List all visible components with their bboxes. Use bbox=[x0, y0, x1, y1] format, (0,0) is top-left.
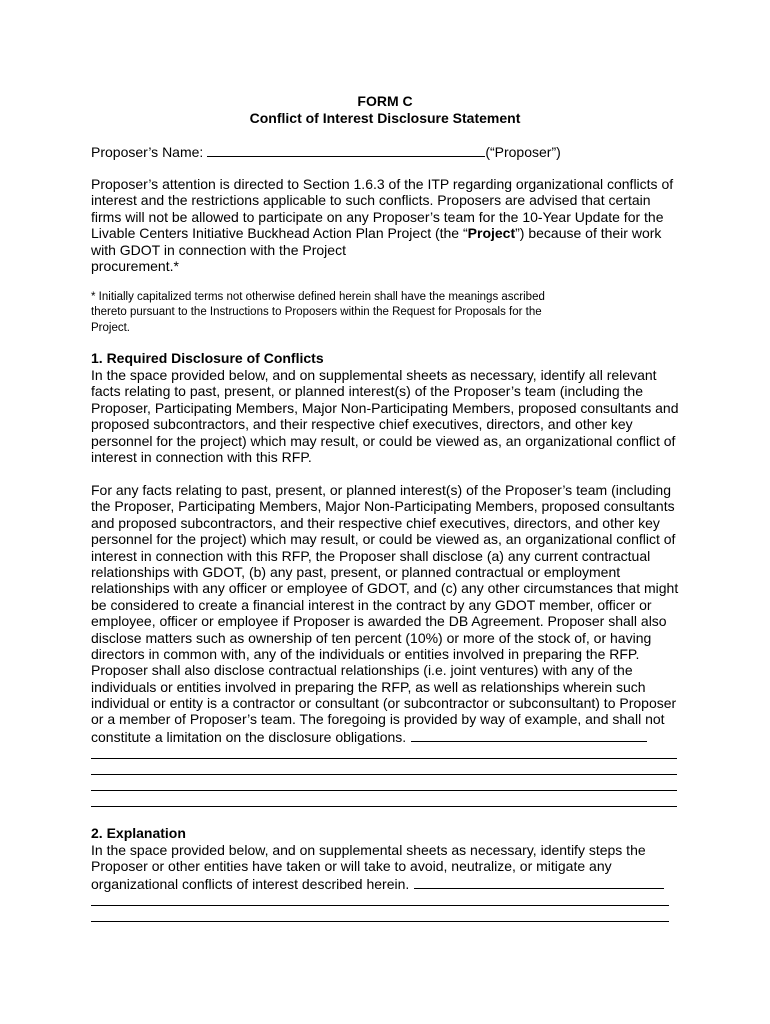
proposer-name-label: Proposer’s Name: bbox=[91, 144, 204, 160]
intro-line: with GDOT in connection with the Project bbox=[91, 241, 346, 258]
intro-line: Proposer’s attention is directed to Section 1.6.3 of the ITP regarding organizational conflicts of bbox=[91, 176, 674, 192]
paragraph-line: Proposer, Participating Members, Major Non-Participating Members, proposed consultants and bbox=[91, 399, 679, 416]
paragraph-line: be considered to create a financial interest in the contract by any GDOT member, officer or bbox=[91, 596, 652, 613]
footnote bbox=[91, 290, 545, 336]
paragraph-line bbox=[91, 875, 691, 891]
intro-line: firms will not be allowed to participate on any Proposer’s team for the 10-Year Update for the bbox=[91, 208, 664, 225]
intro-line: procurement.* bbox=[91, 257, 179, 274]
paragraph-line: and proposed subcontractors, and their respective chief executives, directors, and other key bbox=[91, 514, 660, 531]
paragraph-line: employee, officer or employee if Proposer is awarded the DB Agreement. Proposer shall also bbox=[91, 613, 667, 630]
intro-line-part: Livable Centers Initiative Buckhead Action Plan Project (the “ bbox=[91, 225, 468, 242]
explanation-answer-line[interactable] bbox=[91, 905, 669, 906]
disclosure-answer-line[interactable] bbox=[91, 774, 677, 775]
paragraph-line: personnel for the project) which may result, or could be viewed as, an organizational conflict of bbox=[91, 432, 676, 449]
disclosure-answer-line[interactable] bbox=[91, 758, 677, 759]
paragraph-line: relationships with any officer or employee of GDOT, and (c) any other circumstances that might bbox=[91, 580, 679, 597]
paragraph-line: interest in connection with this RFP, the Proposer shall disclose (a) any current contractual bbox=[91, 547, 651, 564]
proposer-name-field[interactable] bbox=[207, 143, 485, 157]
paragraph-line: directors in common with, any of the individuals or entities involved in preparing the RFP. bbox=[91, 645, 640, 662]
section2-paragraph bbox=[91, 842, 691, 891]
section1-paragraph1 bbox=[91, 367, 691, 465]
intro-paragraph bbox=[91, 176, 691, 274]
paragraph-line: In the space provided below, and on supplemental sheets as necessary, identify all relevant bbox=[91, 367, 657, 383]
intro-line: interest and the restrictions applicable to such conflicts. Proposers are advised that certain bbox=[91, 192, 651, 209]
paragraph-line: or a member of Proposer’s team. The foregoing is provided by way of example, and shall not bbox=[91, 711, 665, 728]
section1-paragraph2 bbox=[91, 482, 691, 744]
paragraph-line: interest in connection with this RFP. bbox=[91, 448, 312, 465]
disclosure-answer-line[interactable] bbox=[91, 790, 677, 791]
paragraph-line: personnel for the project) which may result, or could be viewed as, an organizational conflict of bbox=[91, 531, 676, 548]
paragraph-line bbox=[91, 728, 691, 744]
paragraph-line-text: constitute a limitation on the disclosure obligations. bbox=[91, 728, 407, 745]
form-subtitle: Conflict of Interest Disclosure Statement bbox=[249, 110, 521, 126]
paragraph-line: disclose matters such as ownership of ten percent (10%) or more of the stock of, or having bbox=[91, 629, 652, 646]
form-title: FORM C bbox=[357, 93, 413, 109]
paragraph-line: facts relating to past, present, or planned interest(s) of the Proposer’s team (including the bbox=[91, 383, 644, 400]
section1-heading: 1. Required Disclosure of Conflicts bbox=[91, 350, 324, 366]
paragraph-line: relationships with GDOT, (b) any past, present, or planned contractual or employment bbox=[91, 563, 621, 580]
disclosure-answer-line[interactable] bbox=[91, 806, 677, 807]
paragraph-line: individual or entity is a contractor or consultant (or subcontractor or subconsultant) to Proposer bbox=[91, 695, 677, 712]
intro-line bbox=[91, 225, 691, 241]
paragraph-line: Proposer shall also disclose contractual relationships (i.e. joint ventures) with any of the bbox=[91, 662, 633, 679]
explanation-input-line[interactable] bbox=[414, 875, 664, 889]
footnote-line: * Initially capitalized terms not otherwise defined herein shall have the meanings ascribed bbox=[91, 291, 545, 303]
project-term: Project bbox=[467, 225, 516, 242]
paragraph-line: Proposer or other entities have taken or will take to avoid, neutralize, or mitigate any bbox=[91, 858, 612, 875]
intro-line-part: ”) because of their work bbox=[515, 225, 662, 242]
proposer-name-row bbox=[91, 143, 561, 161]
paragraph-line: the Proposer, Participating Members, Major Non-Participating Members, proposed consultants bbox=[91, 498, 675, 515]
paragraph-line: proposed subcontractors, and their respective chief executives, directors, and other key bbox=[91, 416, 633, 433]
paragraph-line: In the space provided below, and on supplemental sheets as necessary, identify steps the bbox=[91, 842, 646, 858]
paragraph-line: individuals or entities involved in preparing the RFP, as well as relationships wherein such bbox=[91, 678, 646, 695]
footnote-line: Project. bbox=[91, 321, 130, 334]
proposer-suffix: (“Proposer”) bbox=[485, 144, 561, 160]
disclosure-input-line[interactable] bbox=[411, 728, 647, 742]
footnote-line: thereto pursuant to the Instructions to Proposers within the Request for Proposals for the bbox=[91, 306, 542, 319]
paragraph-line: For any facts relating to past, present, or planned interest(s) of the Proposer’s team (including bbox=[91, 482, 672, 498]
paragraph-line-text: organizational conflicts of interest described herein. bbox=[91, 875, 410, 892]
section2-heading: 2. Explanation bbox=[91, 825, 186, 841]
explanation-answer-line[interactable] bbox=[91, 921, 669, 922]
